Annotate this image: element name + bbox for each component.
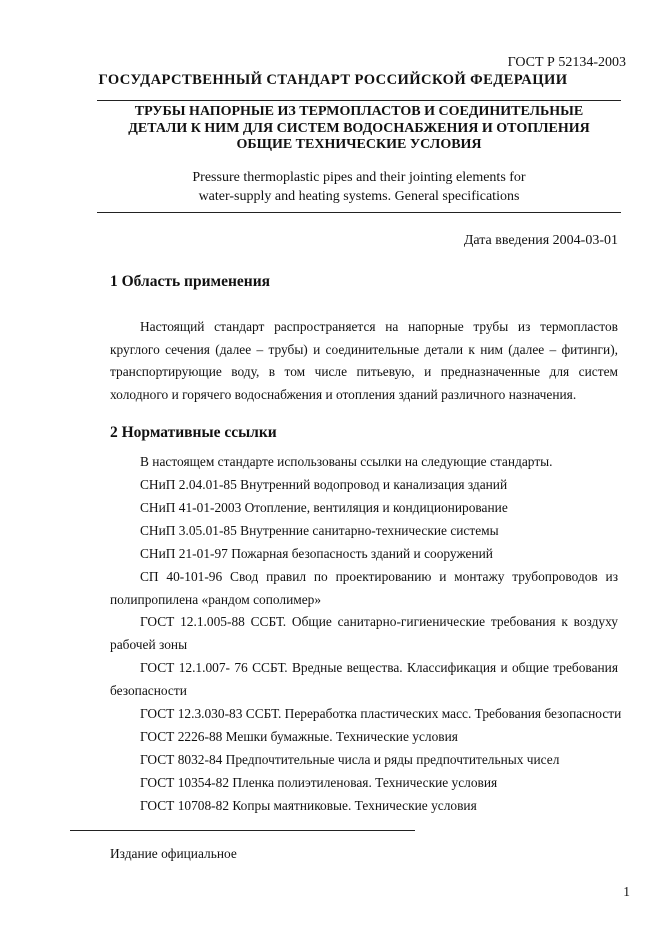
english-title [97,168,621,206]
page-number: 1 [623,884,630,899]
reference-item: ГОСТ 2226-88 Мешки бумажные. Технические условия [140,729,458,744]
english-title-line: water-supply and heating systems. General specifications [198,189,520,204]
reference-item: СНиП 41-01-2003 Отопление, вентиляция и кондиционирование [140,500,508,515]
section-1-paragraph [110,316,618,406]
title-line: ДЕТАЛИ К НИМ ДЛЯ СИСТЕМ ВОДОСНАБЖЕНИЯ И ОТОПЛЕНИЯ [128,120,590,136]
edition-note: Издание официальное [110,846,237,861]
state-standard-heading: ГОСУДАРСТВЕННЫЙ СТАНДАРТ РОССИЙСКОЙ ФЕДЕРАЦИИ [98,72,568,88]
reference-item: ГОСТ 8032-84 Предпочтительные числа и ряды предпочтительных чисел [140,752,560,767]
section-1-text: Настоящий стандарт распространяется на напорные трубы из термопластов круглого сечения (далее – трубы) и соединительные детали к ним (далее – фитинги), транспортирующие воду, в том числе питьевую, и предназначенные для систем холодного и горячего водоснабжения и отопления зданий различного назначения. [110,319,618,402]
reference-item: СНиП 2.04.01-85 Внутренний водопровод и канализация зданий [140,477,508,492]
reference-item: ГОСТ 12.1.007- 76 ССБТ. Вредные вещества. Классификация и общие требования безопасности [110,660,618,698]
reference-item: СП 40-101-96 Свод правил по проектированию и монтажу трубопроводов из полипропилена «рандом сополимер» [110,569,618,607]
section-1-heading: 1 Область применения [110,273,271,290]
reference-item: СНиП 21-01-97 Пожарная безопасность зданий и сооружений [140,546,493,561]
references-intro: В настоящем стандарте использованы ссылки на следующие стандарты. [140,454,553,469]
title-top-rule [97,100,621,101]
section-2-heading: 2 Нормативные ссылки [110,424,277,441]
introduction-date: Дата введения 2004-03-01 [463,233,618,248]
reference-item: ГОСТ 12.3.030-83 ССБТ. Переработка пластических масс. Требования безопасности [140,706,622,721]
footnote-rule [70,830,415,831]
reference-item: ГОСТ 12.1.005-88 ССБТ. Общие санитарно-гигиенические требования к воздуху рабочей зоны [110,614,618,652]
title-bottom-rule [97,212,621,213]
english-title-line: Pressure thermoplastic pipes and their jointing elements for [192,170,526,185]
reference-item: ГОСТ 10708-82 Копры маятниковые. Технические условия [140,798,477,813]
title-line: ТРУБЫ НАПОРНЫЕ ИЗ ТЕРМОПЛАСТОВ И СОЕДИНИТЕЛЬНЫЕ [134,104,584,119]
standard-code: ГОСТ Р 52134-2003 [507,55,626,70]
title-line: ОБЩИЕ ТЕХНИЧЕСКИЕ УСЛОВИЯ [236,137,482,152]
document-title [97,104,621,154]
reference-item: ГОСТ 10354-82 Пленка полиэтиленовая. Технические условия [140,775,498,790]
reference-item: СНиП 3.05.01-85 Внутренние санитарно-технические системы [140,523,499,538]
